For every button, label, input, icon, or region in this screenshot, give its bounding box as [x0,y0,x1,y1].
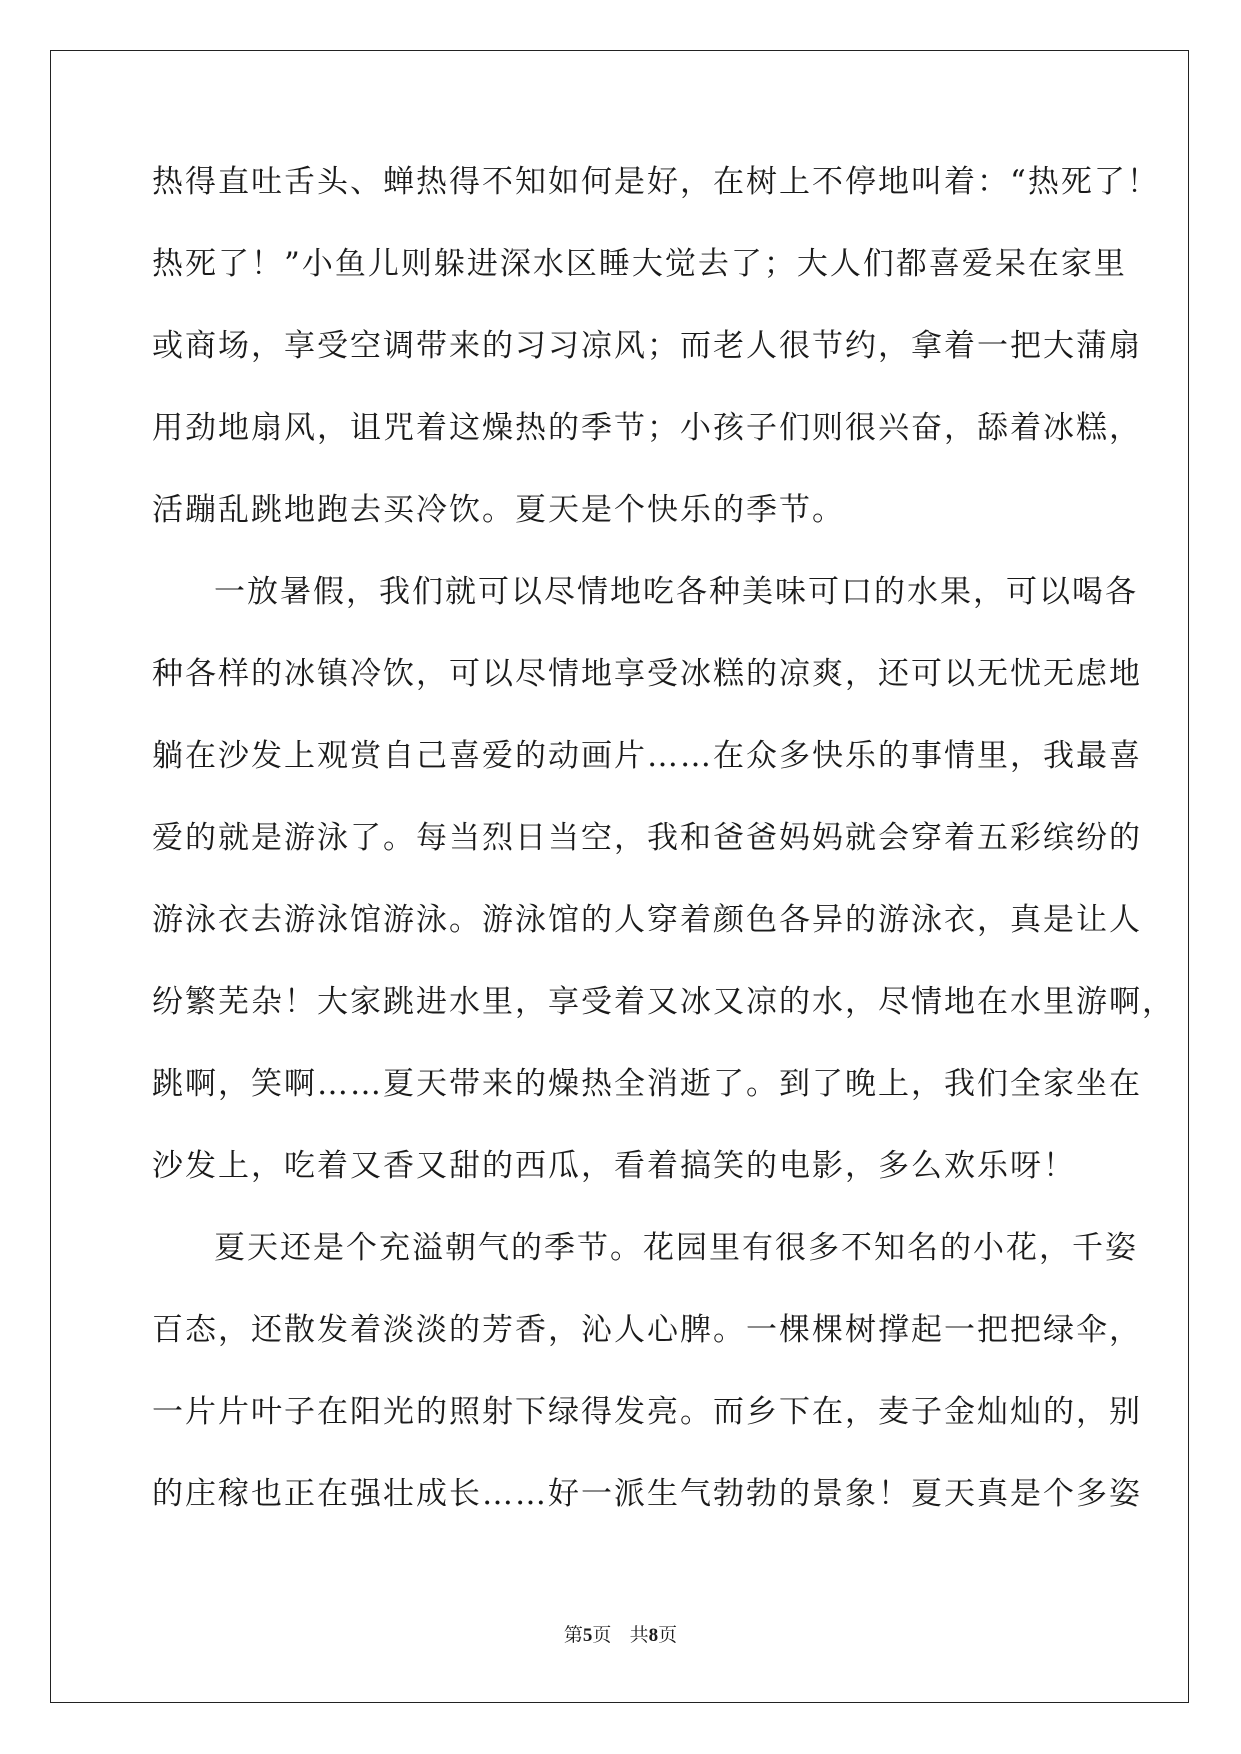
total-pages: 8 [648,1625,659,1646]
text-line: 游泳衣去游泳馆游泳。游泳馆的人穿着颜色各异的游泳衣，真是让人 [152,902,1142,938]
total-suffix: 页 [658,1624,678,1646]
text-line: 躺在沙发上观赏自己喜爱的动画片……在众多快乐的事情里，我最喜 [152,738,1142,774]
text-line: 百态，还散发着淡淡的芳香，沁人心脾。一棵棵树撑起一把把绿伞， [152,1312,1142,1348]
text-line: 活蹦乱跳地跑去买冷饮。夏天是个快乐的季节。 [152,492,845,528]
text-line: 夏天还是个充溢朝气的季节。花园里有很多不知名的小花，千姿 [214,1230,1138,1266]
text-line: 一放暑假，我们就可以尽情地吃各种美味可口的水果，可以喝各 [214,574,1138,610]
text-line: 热死了！”小鱼儿则躲进深水区睡大觉去了；大人们都喜爱呆在家里 [152,246,1127,282]
document-body [152,162,1175,1556]
text-line: 沙发上，吃着又香又甜的西瓜，看着搞笑的电影，多么欢乐呀！ [152,1148,1076,1184]
text-line: 的庄稼也正在强壮成长……好一派生气勃勃的景象！夏天真是个多姿 [152,1476,1142,1512]
text-line: 跳啊，笑啊……夏天带来的燥热全消逝了。到了晚上，我们全家坐在 [152,1066,1142,1102]
page-number: 5 [582,1625,593,1646]
text-line: 爱的就是游泳了。每当烈日当空，我和爸爸妈妈就会穿着五彩缤纷的 [152,820,1142,856]
text-line: 热得直吐舌头、蝉热得不知如何是好，在树上不停地叫着：“热死了！ [152,164,1160,200]
text-line: 用劲地扇风，诅咒着这燥热的季节；小孩子们则很兴奋，舔着冰糕， [152,410,1142,446]
text-line: 或商场，享受空调带来的习习凉风；而老人很节约，拿着一把大蒲扇 [152,328,1142,364]
text-line: 种各样的冰镇冷饮，可以尽情地享受冰糕的凉爽，还可以无忧无虑地 [152,656,1142,692]
text-line: 一片片叶子在阳光的照射下绿得发亮。而乡下在，麦子金灿灿的，别 [152,1394,1142,1430]
page-footer [0,1623,1241,1648]
total-prefix: 共 [629,1624,649,1646]
page-prefix: 第 [563,1624,583,1646]
page-suffix: 页 [592,1624,612,1646]
text-line: 纷繁芜杂！大家跳进水里，享受着又冰又凉的水，尽情地在水里游啊， [152,984,1175,1020]
